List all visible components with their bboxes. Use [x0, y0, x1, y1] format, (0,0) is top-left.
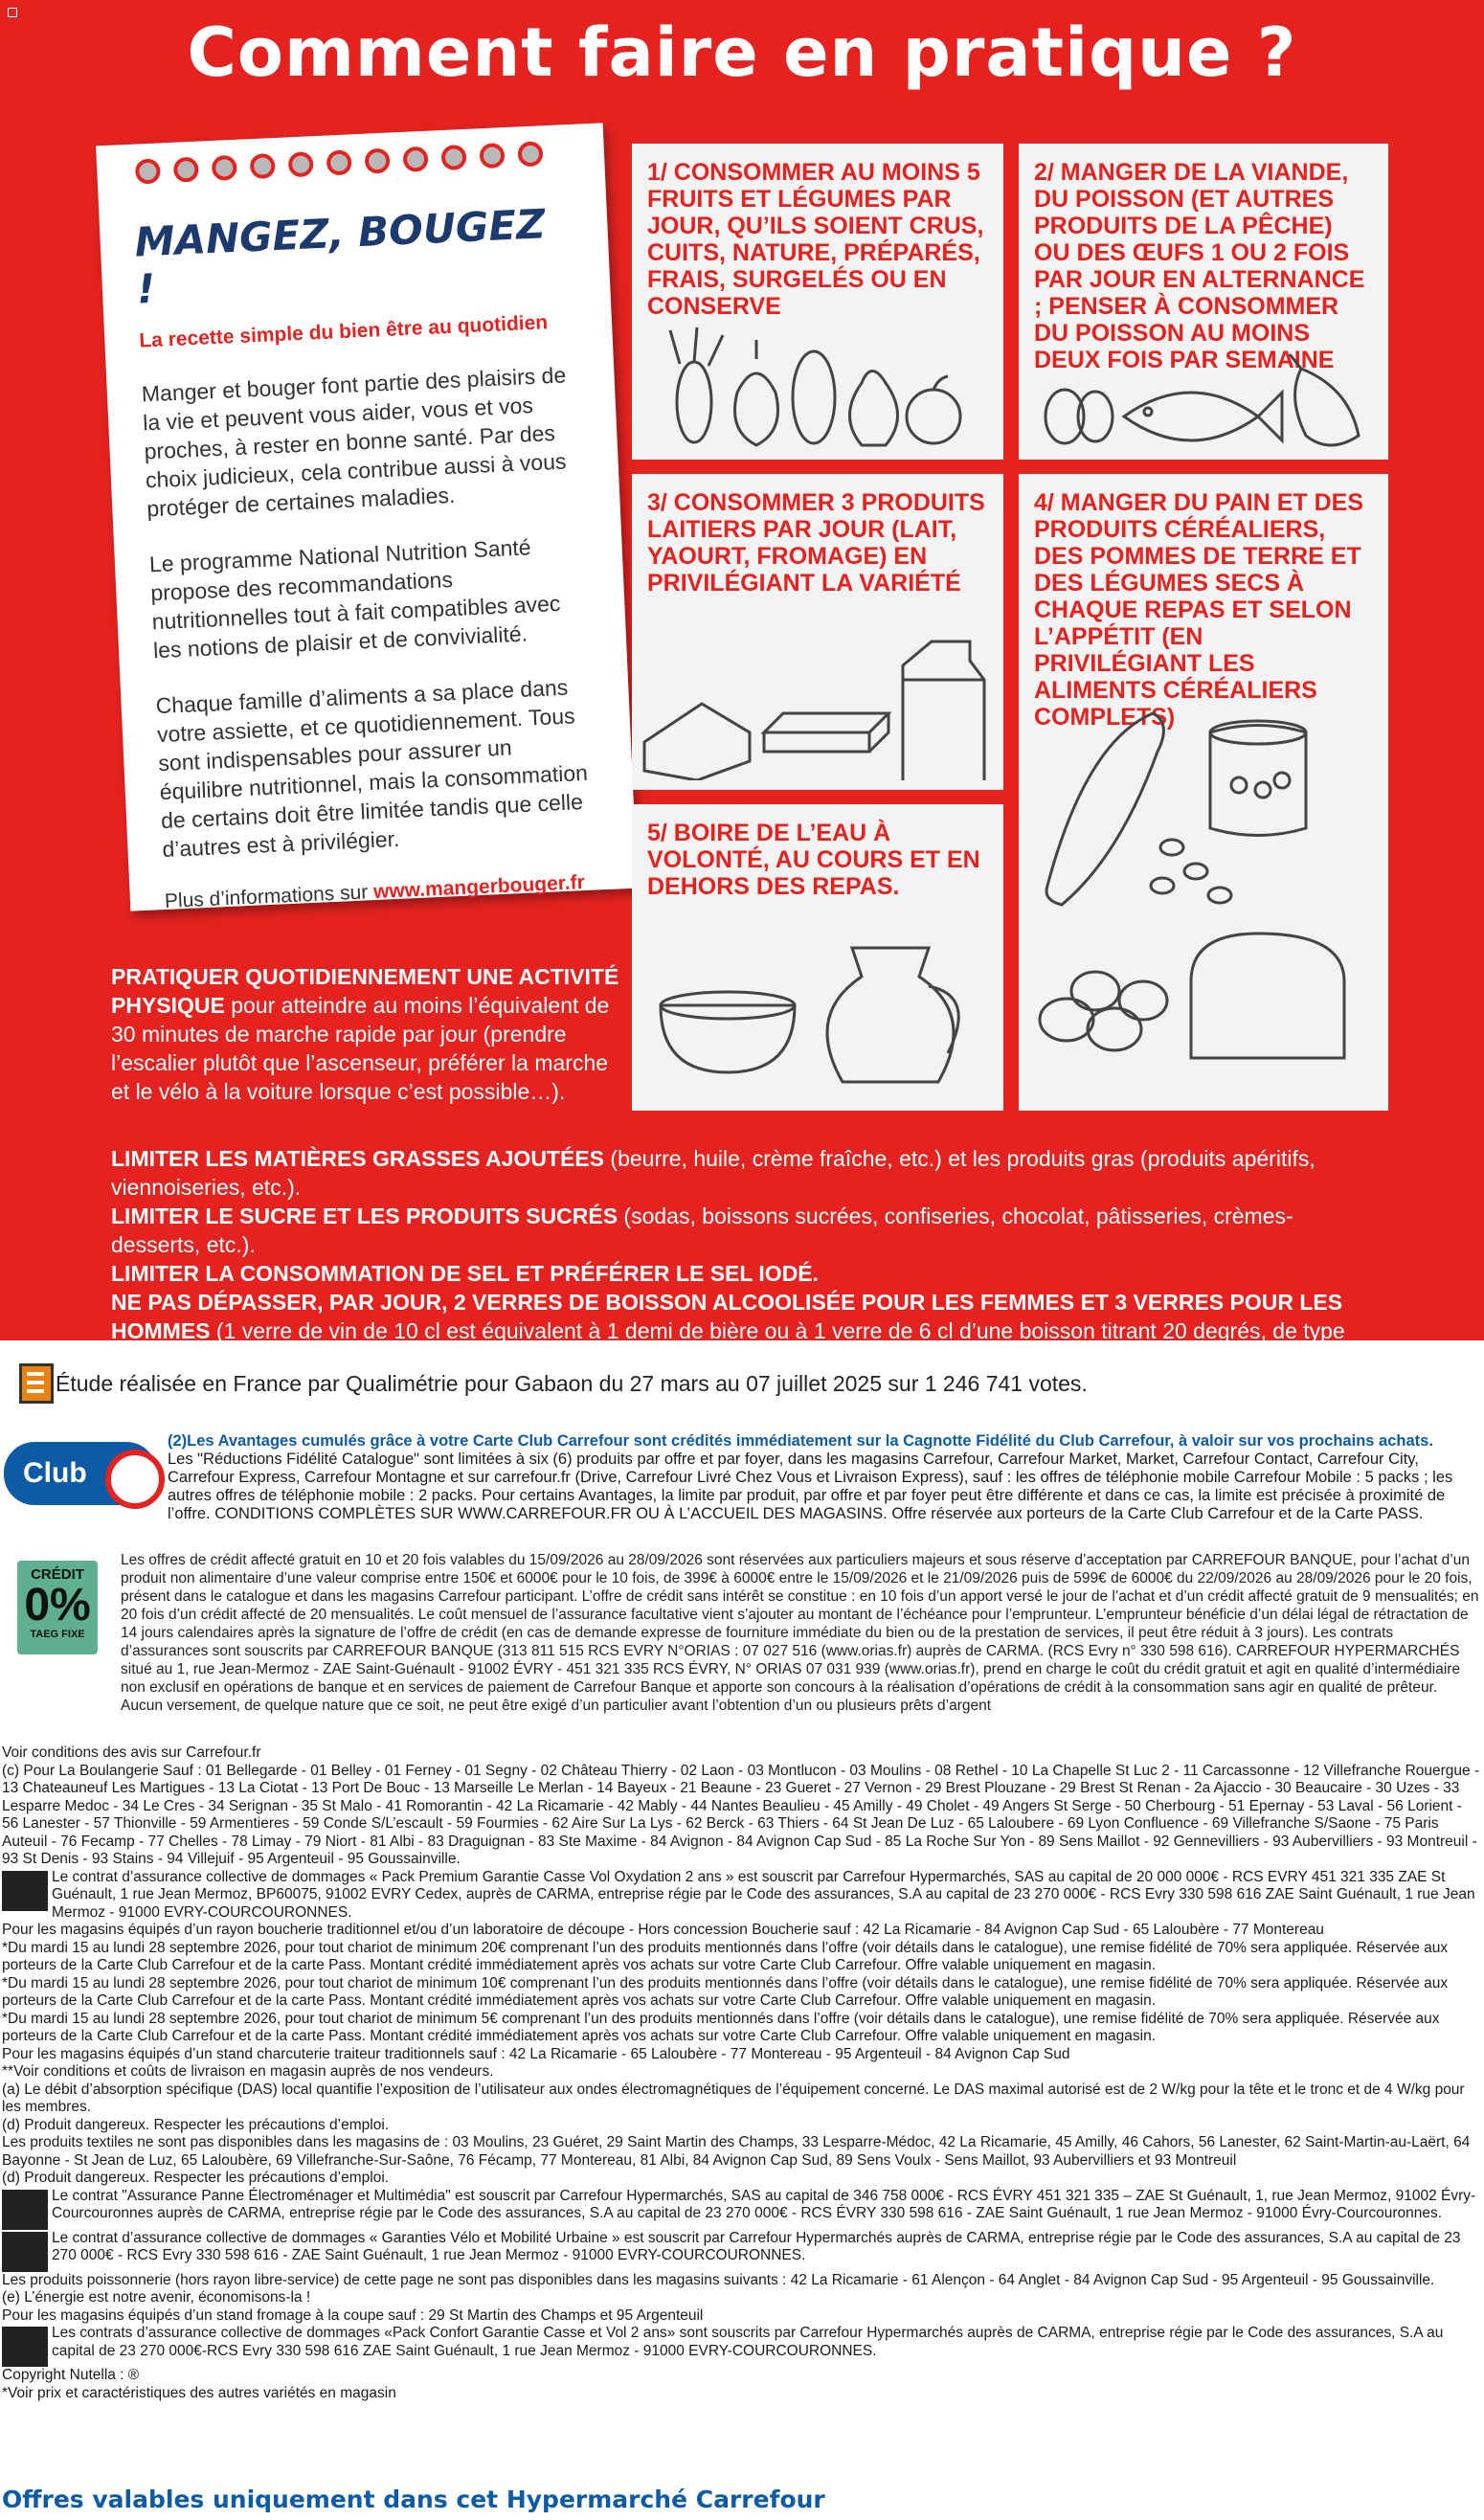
- ring-icon: [440, 145, 466, 170]
- notepad-paragraph: Manger et bouger font partie des plaisirs de la vie et peuvent vous aider, vous et vos proches, à rester en bonne santé. Par des choix judicieux, cela contribue aussi à vous protéger de certaines maladies.: [141, 362, 567, 522]
- warranty-badge-icon: [2, 1871, 48, 1911]
- badge-top: CRÉDIT: [31, 1566, 84, 1583]
- legal-line: Le contrat d’assurance collective de dommages « Pack Premium Garantie Casse Vol Oxydation 2 ans » est souscrit par Carrefour Hypermarchés, SAS au capital de 20 000 000€ - RCS EVRY 451 321 335 ZAE St Guénault, 1 rue Jean Mermoz, BP60075, 91002 EVRY Cedex, auprès de CARMA, entreprise régie par le Code des assurances, S.A au capital de 23 270 000€ - RCS Evry 330 598 616 ZAE Saint Guénault, 1 rue Jean Mermoz - 91000 EVRY-COURCOURONNES.: [52, 1868, 1475, 1921]
- page-title: Comment faire en pratique ?: [187, 13, 1297, 92]
- limit-text: (sodas, boissons sucrées, confiseries, chocolat, pâtisseries, crèmes-desserts, etc.).: [111, 1204, 1293, 1257]
- footer-offer-note: Offres valables uniquement dans cet Hypermarché Carrefour: [2, 2486, 825, 2513]
- limit-bold: LIMITER LA CONSOMMATION DE SEL ET PRÉFÉRER LE SEL IODÉ.: [111, 1261, 820, 1286]
- legal-notes: [2, 1744, 1482, 2402]
- ring-icon: [517, 141, 543, 167]
- legal-line: (d) Produit dangereux. Respecter les précautions d’emploi.: [2, 2116, 390, 2133]
- badge-big: 0%: [24, 1580, 91, 1631]
- limit-item: [111, 1259, 1356, 1288]
- mangerbouger-link[interactable]: www.mangerbouger.fr: [372, 871, 586, 904]
- advice-box-title: 5/ BOIRE DE L’EAU À VOLONTÉ, AU COURS ET EN DEHORS DES REPAS.: [647, 820, 980, 900]
- activity-bold: PRATIQUER QUOTIDIENNEMENT UNE ACTIVITÉ PHYSIQUE: [111, 964, 619, 1018]
- legal-line: Le contrat d’assurance collective de dommages « Garanties Vélo et Mobilité Urbaine » est souscrit par Carrefour Hypermarchés auprès de CARMA, entreprise régie par le Code des assurances, S.A au capital de 23 270 000€ - RCS Evry 330 598 616 - ZAE Saint Guénault, 1 rue Jean Mermoz - 91000 EVRY-COURCOURONNES.: [52, 2229, 1461, 2263]
- advice-box-title: 4/ MANGER DU PAIN ET DES PRODUITS CÉRÉALIERS, DES POMMES DE TERRE ET DES LÉGUMES SECS À CHAQUE REPAS ET SELON L’APPÉTIT (EN PRIVILÉGIANT LES ALIMENTS CÉRÉALIERS COMPLETS): [1034, 489, 1364, 731]
- club-text: [168, 1432, 1479, 1523]
- legal-line: Pour les magasins équipés d’un stand fromage à la coupe sauf : 29 St Martin des Champs et 95 Argenteuil: [2, 2306, 704, 2324]
- ring-icon: [479, 143, 505, 169]
- warranty-badge-icon: [2, 2190, 48, 2230]
- legal-row: [2, 2325, 1482, 2367]
- credit-text: Les offres de crédit affecté gratuit en 10 et 20 fois valables du 15/09/2026 au 28/09/2026 sont réservées aux particuliers majeurs et sous réserve d’acceptation par CARREFOUR BANQUE, pour l’achat d’un produit non alimentaire d’une valeur comprise entre 150€ et 6000€ pour le 10 fois, de 399€ à 6000€ entre le 15/09/2026 et le 21/09/2026 puis de 599€ de 6000€ du 22/09/2026 au 28/09/2026 pour le 20 fois, présent dans le catalogue et dans les magasins Carrefour participant. L’offre de crédit sans intérêt se constitue : en 10 fois d’un apport versé le jour de l’achat et d’un crédit affecté gratuit de 9 mensualités; en 20 fois d’un crédit affecté de 20 mensualités. Le coût mensuel de l’assurance facultative vient s’ajouter au montant de l’échéance pour l’emprunteur. L’emprunteur bénéficie d’un délai légal de rétractation de 14 jours calendaires après la signature de l’offre de crédit (en cas de demande expresse de fourniture immédiate du bien ou de la prestation de services, il peut être réduit à 3 jours). Les contrats d’assurances sont souscrits par CARREFOUR BANQUE (313 811 515 RCS EVRY N°ORIAS : 07 027 516 (www.orias.fr) auprès de CARMA. (RCS Evry n° 330 598 616). CARREFOUR HYPERMARCHÉS situé au 1, rue Jean-Mermoz - ZAE Saint-Guénault - 91002 ÉVRY - 451 321 335 RCS ÉVRY, N° ORIAS 07 031 939 (www.orias.fr), prend en charge le coût du crédit gratuit et agit en qualité d’intermédiaire non exclusif en opérations de banque et en services de paiement de Carrefour Banque et apporte son concours à la réalisation d’opérations de crédit à la consommation sans agir en qualité de prêteur. Aucun versement, de quelque nature que ce soit, ne peut être exigé d’un particulier avant l’obtention d’un ou plusieurs prêts d’argent: [121, 1552, 1479, 1714]
- ring-icon: [250, 153, 276, 179]
- notepad-rings: [135, 141, 544, 184]
- legal-line: Pour les magasins équipés d’un rayon boucherie traditionnel et/ou d’un laboratoire de découpe - Hors concession Boucherie sauf : 42 La Ricamarie - 84 Avignon Cap Sud - 65 Laloubère - 77 Montereau: [2, 1922, 1324, 1938]
- limit-item: [111, 1202, 1356, 1259]
- advice-box-fruits: [632, 144, 1003, 460]
- legal-line: Voir conditions des avis sur Carrefour.fr: [2, 1744, 261, 1761]
- legal-line: *Du mardi 15 au lundi 28 septembre 2026, pour tout chariot de minimum 10€ comprenant l’un des produits mentionnés dans l’offre (voir détails dans le catalogue), une remise fidélité de 70% sera appliquée. Réservée aux porteurs de la Carte Club Carrefour et de la carte Pass. Montant crédité immédiatement après vos achats sur votre Carte Club Carrefour. Offre valable uniquement en magasin.: [2, 1974, 1449, 2009]
- water-jug-bowl-icon: [641, 929, 996, 1101]
- legal-line: Copyright Nutella : ®: [2, 2367, 140, 2383]
- notepad-card: [96, 123, 638, 911]
- limit-bold: LIMITER LES MATIÈRES GRASSES AJOUTÉES: [111, 1146, 605, 1171]
- ring-icon: [173, 157, 199, 183]
- legal-line: *Du mardi 15 au lundi 28 septembre 2026, pour tout chariot de minimum 5€ comprenant l’un des produits mentionnés dans l’offre (voir détails dans le catalogue), une remise fidélité de 70% sera appliquée. Réservée aux porteurs de la Carte Club Carrefour et de la carte Pass. Montant crédité immédiatement après vos achats sur votre Carte Club Carrefour. Offre valable uniquement en magasin.: [2, 2010, 1440, 2044]
- legal-line: (d) Produit dangereux. Respecter les précautions d’emploi.: [2, 2170, 390, 2186]
- study-text: Étude réalisée en France par Qualimétrie pour Gabaon du 27 mars au 07 juillet 2025 sur 1 246 741 votes.: [56, 1371, 1088, 1396]
- club-line-2: Les "Réductions Fidélité Catalogue" sont limitées à six (6) produits par offre et par foyer, dans les magasins Carrefour, Carrefour Market, Market, Carrefour Contact, Carrefour City, Carrefour Express, Carrefour Montagne et sur carrefour.fr (Drive, Carrefour Livré Chez Vous et Livraison Express), sauf : les offres de téléphonie mobile Carrefour Mobile : 5 packs ; les autres offres de téléphonie mobile : 2 packs. Pour certains Avantages, la limite par produit, par offre et par foyer peut être différente et dans ce cas, la limite est précisée à proximité de l’offre. CONDITIONS COMPLÈTES SUR WWW.CARREFOUR.FR OU À L’ACCUEIL DES MAGASINS. Offre réservée aux porteurs de la Carte Club Carrefour et de la Carte PASS.: [168, 1451, 1453, 1522]
- notepad-heading: MANGEZ, BOUGEZ !: [133, 200, 547, 313]
- dairy-products-icon: [640, 627, 994, 780]
- club-carrefour-logo: Club: [4, 1442, 157, 1505]
- warranty-badge-icon: [2, 2327, 48, 2367]
- limits-block: [111, 1144, 1356, 1374]
- badge-bottom: TAEG FIXE: [30, 1629, 85, 1640]
- warranty-badge-icon: [2, 2232, 48, 2272]
- ring-icon: [135, 158, 161, 184]
- advice-box-dairy: [632, 474, 1003, 790]
- more-info-prefix: Plus d’informations sur: [164, 881, 374, 912]
- advice-box-title: 3/ CONSOMMER 3 PRODUITS LAITIERS PAR JOUR (LAIT, YAOURT, FROMAGE) EN PRIVILÉGIANT LA VARIÉTÉ: [647, 489, 985, 596]
- legal-line: (c) Pour La Boulangerie Sauf : 01 Bellegarde - 01 Belley - 01 Ferney - 01 Segny - 02 Château Thierry - 02 Laon - 03 Montlucon - 03 Moulins - 08 Rethel - 10 La Chapelle St Luc 2 - 11 Carcassonne - 12 Villefranche Rouergue - 13 Chateauneuf Les Martigues - 13 La Ciotat - 13 Port De Bouc - 13 Marseille Le Merlan - 14 Bayeux - 21 Beaune - 23 Gueret - 27 Vernon - 29 Brest Plouzane - 29 Brest St Renan - 2a Ajaccio - 30 Beaucaire - 30 Uzes - 33 Lesparre Medoc - 34 Le Cres - 34 Serignan - 35 St Malo - 41 Romorantin - 42 La Ricamarie - 42 Mably - 44 Nantes Beaulieu - 45 Amilly - 49 Cholet - 49 Angers St Serge - 50 Cherbourg - 51 Epernay - 53 Laval - 56 Lorient - 56 Lanester - 57 Thionville - 59 Armentieres - 59 Conde S/L’escault - 59 Fourmies - 62 Aire Sur La Lys - 62 Berck - 63 Thiers - 64 St Jean De Luz - 65 Laloubere - 69 Lyon Confluence - 69 Villefranche S/Saone - 75 Paris Auteuil - 76 Fecamp - 77 Chelles - 78 Limay - 79 Niort - 81 Albi - 83 Draguignan - 83 Ste Maxime - 84 Avignon - 84 Avignon Cap Sud - 85 La Roche Sur Yon - 89 Sens Maillot - 92 Gennevilliers - 93 Aubervilliers - 93 Montreuil - 93 St Denis - 93 Stains - 94 Villejuif - 95 Argenteuil - 95 Goussainville.: [2, 1762, 1480, 1867]
- legal-line: Les produits textiles ne sont pas disponibles dans les magasins de : 03 Moulins, 23 Guéret, 29 Saint Martin des Champs, 33 Lesparre-Médoc, 42 La Ricamarie, 45 Amilly, 46 Cahors, 56 Lanester, 62 Saint-Martin-au-Laërt, 64 Bayonne - St Jean de Luz, 65 Laloubère, 69 Villefranche-Sur-Saône, 76 Fécamp, 77 Montereau, 81 Albi, 84 Avignon Cap Sud, 89 Sens Voulx - Sens Maillot, 93 Aubervilliers et 93 Montreuil: [2, 2134, 1471, 2169]
- club-section: [0, 1423, 1484, 1538]
- ring-icon: [326, 149, 352, 175]
- ring-icon: [365, 148, 391, 174]
- legal-line: Les contrats d’assurance collective de dommages «Pack Confort Garantie Casse et Vol 2 ans» sont souscrits par Carrefour Hypermarchés auprès de CARMA, entreprise régie par le Code des assurances, S.A au capital de 23 270 000€-RCS Evry 330 598 616 ZAE Saint Guénault, 1 rue Jean Mermoz - 91000 EVRY-COURCOURONNES.: [52, 2325, 1444, 2359]
- study-banner: [0, 1350, 1484, 1417]
- advice-box-cereals: [1019, 474, 1388, 1111]
- advice-box-title: 2/ MANGER DE LA VIANDE, DU POISSON (ET AUTRES PRODUITS DE LA PÊCHE) OU DES ŒUFS 1 OU 2 FOIS PAR JOUR EN ALTERNANCE ; PENSER À CONSOMMER DU POISSON AU MOINS DEUX FOIS PAR SEMAINE: [1034, 159, 1365, 373]
- legal-row: [2, 1869, 1482, 1923]
- legal-line: Le contrat "Assurance Panne Électroménager et Multimédia" est souscrit par Carrefour Hypermarchés, SAS au capital de 346 758 000€ - RCS ÉVRY 451 321 335 – ZAE St Guénault, 1, rue Jean Mermoz, 91002 Évry-Courcouronnes auprès de CARMA, entreprise régie par le Code des assurances, S.A au capital de 23 270 000€ - RCS ÉVRY 330 598 616 - ZAE Saint Guénault, 1 rue Jean Mermoz - 91000 Évry-Courcouronnes.: [52, 2187, 1476, 2221]
- legal-row: [2, 2230, 1482, 2272]
- club-line-1: (2)Les Avantages cumulés grâce à votre Carte Club Carrefour sont crédités immédiatement sur la Cagnotte Fidélité du Club Carrefour, à valoir sur vos prochains achats.: [168, 1432, 1433, 1450]
- legal-line: (a) Le débit d’absorption spécifique (DAS) local quantifie l’exposition de l’utilisateur aux ondes électromagnétiques de l’équipement concerné. Le DAS maximal autorisé est de 2 W/kg pour la tête et le tronc et de 4 W/kg pour les membres.: [2, 2081, 1465, 2115]
- limit-text: (beurre, huile, crème fraîche, etc.) et les produits gras (produits apéritifs, viennoiseries, etc.).: [111, 1146, 1315, 1200]
- ring-icon: [403, 146, 429, 172]
- activity-rest: pour atteindre au moins l’équivalent de 30 minutes de marche rapide par jour (prendre l’escalier plutôt que l’ascenseur, préférer la marche et le vélo à la voiture lorsque c’est possible…).: [111, 993, 610, 1104]
- legal-line: (e) L’énergie est notre avenir, économisons-la !: [2, 2289, 311, 2306]
- legal-line: **Voir conditions et coûts de livraison en magasin auprès de nos vendeurs.: [2, 2063, 494, 2080]
- limit-bold: NE PAS DÉPASSER, PAR JOUR, 2 VERRES DE BOISSON ALCOOLISÉE POUR LES FEMMES ET 3 VERRES POUR LES HOMMES: [111, 1290, 1343, 1343]
- bread-cereals-potatoes-icon: [1028, 704, 1383, 1096]
- notepad-paragraph: Le programme National Nutrition Santé propose des recommandations nutritionnelles tout à fait compatibles avec les notions de plaisir et de convivialité.: [148, 534, 561, 664]
- clipboard-icon: [19, 1363, 54, 1404]
- physical-activity-text: [111, 962, 628, 1106]
- credit-zero-percent-badge: [17, 1561, 98, 1654]
- limit-bold: LIMITER LE SUCRE ET LES PRODUITS SUCRÉS: [111, 1204, 618, 1228]
- advice-box-meat-fish: [1019, 144, 1388, 460]
- limit-text: (1 verre de vin de 10 cl est équivalent à 1 demi de bière ou à 1 verre de 6 cl d’une boisson titrant 20 degrés, de type porto, ou de 3 cl d’une boisson titrant 40 à 45 degrés d’alcool, de type whisky ou pastis).: [111, 1318, 1345, 1372]
- legal-line: Pour les magasins équipés d’un stand charcuterie traiteur traditionnels sauf : 42 La Ricamarie - 65 Laloubère - 77 Montereau - 95 Argenteuil - 84 Avignon Cap Sud: [2, 2045, 1070, 2062]
- legal-line: Les produits poissonnerie (hors rayon libre-service) de cette page ne sont pas disponibles dans les magasins suivants : 42 La Ricamarie - 61 Alençon - 64 Anglet - 84 Avignon Cap Sud - 95 Argenteuil - 95 Goussainville.: [2, 2271, 1435, 2288]
- advice-box-water: [632, 804, 1003, 1111]
- legal-line: *Du mardi 15 au lundi 28 septembre 2026, pour tout chariot de minimum 20€ comprenant l’un des produits mentionnés dans l’offre (voir détails dans le catalogue), une remise fidélité de 70% sera appliquée. Réservée aux porteurs de la Carte Club Carrefour et de la carte Pass. Montant crédité immédiatement après vos achats sur votre Carte Club Carrefour. Offre valable uniquement en magasin.: [2, 1939, 1449, 1973]
- ring-icon: [212, 155, 237, 181]
- legal-row: [2, 2188, 1482, 2230]
- fruits-vegetables-icon: [661, 326, 977, 450]
- ring-icon: [288, 151, 314, 177]
- meat-fish-eggs-icon: [1038, 349, 1373, 455]
- legal-line: *Voir prix et caractéristiques des autres variétés en magasin: [2, 2384, 396, 2401]
- advice-box-title: 1/ CONSOMMER AU MOINS 5 FRUITS ET LÉGUMES PAR JOUR, QU’ILS SOIENT CRUS, CUITS, NATURE, PRÉPARÉS, FRAIS, SURGELÉS OU EN CONSERVE: [647, 159, 984, 320]
- notepad-subheading: La recette simple du bien être au quotidien: [138, 311, 549, 352]
- notepad-paragraph: Chaque famille d’aliments a sa place dans votre assiette, et ce quotidiennement. Tous sont indispensables pour assurer un équilibre nutritionnel, mais la consommation de certains doit être limitée tandis que celle d’autres est à privilégier.: [155, 674, 589, 863]
- limit-item: [111, 1144, 1356, 1202]
